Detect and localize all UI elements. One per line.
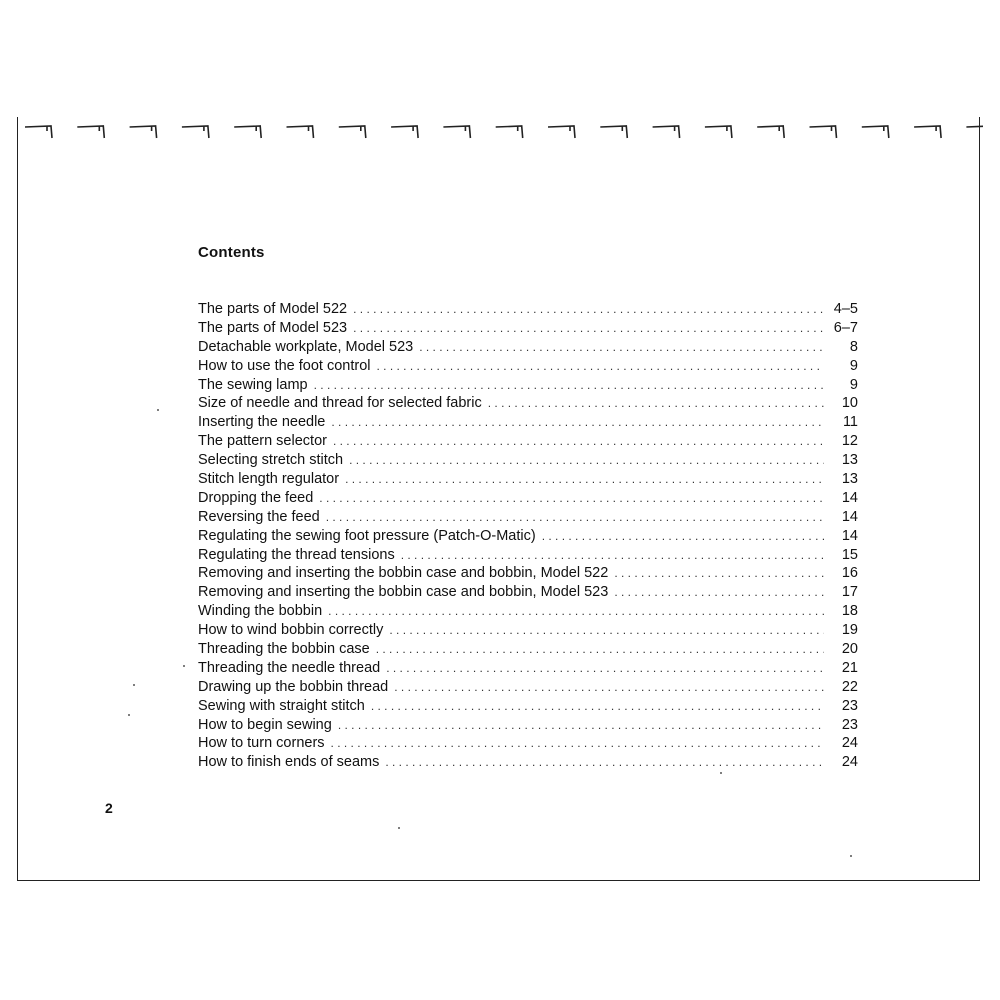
binding-hook (548, 126, 575, 138)
dot-leader (319, 489, 824, 508)
toc-entry (198, 621, 858, 640)
toc-entry-label: How to wind bobbin correctly (198, 622, 384, 639)
toc-entry-page: 23 (841, 697, 858, 714)
toc-entry-page: 18 (841, 603, 858, 620)
toc-entry (198, 489, 858, 508)
toc-entry-label: Regulating the sewing foot pressure (Patch-O-Matic) (198, 527, 536, 544)
dot-leader (419, 338, 824, 357)
binding-hook (914, 126, 941, 138)
binding-hook (757, 126, 784, 138)
toc-entry-label: Winding the bobbin (198, 603, 323, 620)
binding-hook (966, 126, 983, 138)
binding-hook (705, 126, 732, 138)
toc-entry-page: 24 (841, 735, 858, 752)
dot-leader (326, 508, 824, 527)
toc-entry-label: How to turn corners (198, 735, 325, 752)
toc-entry (198, 319, 858, 338)
toc-entry-page: 12 (841, 433, 858, 450)
toc-entry (198, 527, 858, 546)
table-of-contents (198, 300, 858, 772)
toc-entry (198, 432, 858, 451)
toc-entry (198, 357, 858, 376)
toc-entry-page: 4–5 (833, 301, 858, 317)
toc-entry (198, 716, 858, 735)
toc-entry-page: 13 (841, 471, 858, 488)
dot-leader (338, 716, 824, 735)
toc-entry (198, 734, 858, 753)
scan-speck (133, 684, 135, 686)
toc-entry-label: The parts of Model 523 (198, 319, 348, 336)
toc-entry-label: Threading the needle thread (198, 659, 381, 676)
dot-leader (376, 640, 824, 659)
scan-speck (720, 772, 722, 774)
toc-entry-page: 9 (849, 357, 858, 374)
dot-leader (314, 376, 824, 395)
dot-leader (331, 734, 824, 753)
toc-entry-label: The pattern selector (198, 433, 327, 450)
toc-entry-page: 14 (841, 489, 858, 506)
toc-entry (198, 640, 858, 659)
toc-entry-label: Removing and inserting the bobbin case and bobbin, Model 522 (198, 565, 609, 582)
toc-entry (198, 659, 858, 678)
dot-leader (401, 546, 824, 565)
toc-entry-label: Inserting the needle (198, 414, 326, 431)
binding-hook (182, 126, 209, 138)
dot-leader (371, 697, 824, 716)
binding-hook (287, 126, 314, 138)
binding-hook (862, 126, 889, 138)
scan-speck (850, 855, 852, 857)
toc-entry (198, 508, 858, 527)
binding-hook (130, 126, 157, 138)
page-number: 2 (105, 800, 113, 816)
toc-entry-label: Size of needle and thread for selected fabric (198, 395, 482, 412)
contents-title: Contents (198, 244, 265, 261)
toc-entry (198, 697, 858, 716)
toc-entry (198, 300, 858, 319)
dot-leader (386, 659, 824, 678)
toc-entry-label: Removing and inserting the bobbin case and bobbin, Model 523 (198, 584, 609, 601)
dot-leader (614, 564, 824, 583)
toc-entry-label: How to use the foot control (198, 357, 371, 374)
dot-leader (353, 319, 824, 338)
toc-entry (198, 413, 858, 432)
toc-entry (198, 546, 858, 565)
toc-entry (198, 394, 858, 413)
binding-hook (234, 126, 261, 138)
toc-entry-page: 8 (849, 338, 858, 355)
toc-entry-label: Drawing up the bobbin thread (198, 678, 389, 695)
toc-entry (198, 753, 858, 772)
dot-leader (331, 413, 824, 432)
dot-leader (614, 583, 824, 602)
toc-entry-page: 22 (841, 678, 858, 695)
toc-entry-page: 6–7 (833, 319, 858, 336)
dot-leader (377, 357, 825, 376)
dot-leader (389, 621, 824, 640)
dot-leader (328, 602, 824, 621)
toc-entry-page: 14 (841, 508, 858, 525)
dot-leader (345, 470, 824, 489)
toc-entry-label: Sewing with straight stitch (198, 697, 365, 714)
toc-entry-page: 19 (841, 622, 858, 639)
toc-entry-page: 15 (841, 546, 858, 563)
toc-entry-page: 14 (841, 527, 858, 544)
toc-entry (198, 376, 858, 395)
binding-hook (496, 126, 523, 138)
dot-leader (488, 394, 824, 413)
toc-entry-page: 17 (841, 584, 858, 601)
binding-hook (443, 126, 470, 138)
binding-hook (391, 126, 418, 138)
toc-entry (198, 583, 858, 602)
toc-entry-page: 10 (841, 395, 858, 412)
toc-entry-label: Regulating the thread tensions (198, 546, 395, 563)
toc-entry (198, 470, 858, 489)
toc-entry (198, 564, 858, 583)
toc-entry-label: Detachable workplate, Model 523 (198, 338, 414, 355)
toc-entry-page: 13 (841, 452, 858, 469)
toc-entry-page: 21 (841, 659, 858, 676)
dot-leader (333, 432, 824, 451)
toc-entry (198, 338, 858, 357)
toc-entry-label: Reversing the feed (198, 508, 320, 525)
toc-entry-label: How to finish ends of seams (198, 754, 380, 771)
toc-entry-page: 16 (841, 565, 858, 582)
toc-entry (198, 678, 858, 697)
scan-speck (128, 714, 130, 716)
toc-entry-label: Dropping the feed (198, 489, 314, 506)
toc-entry-label: Stitch length regulator (198, 471, 340, 488)
binding-hook (25, 126, 52, 138)
binding-hook (653, 126, 680, 138)
scan-speck (398, 827, 400, 829)
scan-speck (183, 665, 185, 667)
toc-entry-label: How to begin sewing (198, 716, 332, 733)
dot-leader (542, 527, 824, 546)
spiral-binding (17, 118, 983, 148)
toc-entry (198, 602, 858, 621)
toc-entry-page: 9 (849, 376, 858, 393)
dot-leader (394, 678, 824, 697)
toc-entry-label: The sewing lamp (198, 376, 308, 393)
toc-entry-page: 20 (841, 641, 858, 658)
toc-entry-page: 24 (841, 754, 858, 771)
dot-leader (349, 451, 824, 470)
toc-entry (198, 451, 858, 470)
dot-leader (385, 753, 824, 772)
toc-entry-label: Selecting stretch stitch (198, 452, 344, 469)
scan-speck (157, 409, 159, 411)
toc-entry-page: 23 (841, 716, 858, 733)
binding-hook (339, 126, 366, 138)
dot-leader (353, 300, 824, 319)
binding-hook (810, 126, 837, 138)
toc-entry-label: Threading the bobbin case (198, 641, 370, 658)
toc-entry-page: 11 (842, 414, 858, 431)
toc-entry-label: The parts of Model 522 (198, 301, 348, 317)
binding-hook (77, 126, 104, 138)
binding-hook (600, 126, 627, 138)
